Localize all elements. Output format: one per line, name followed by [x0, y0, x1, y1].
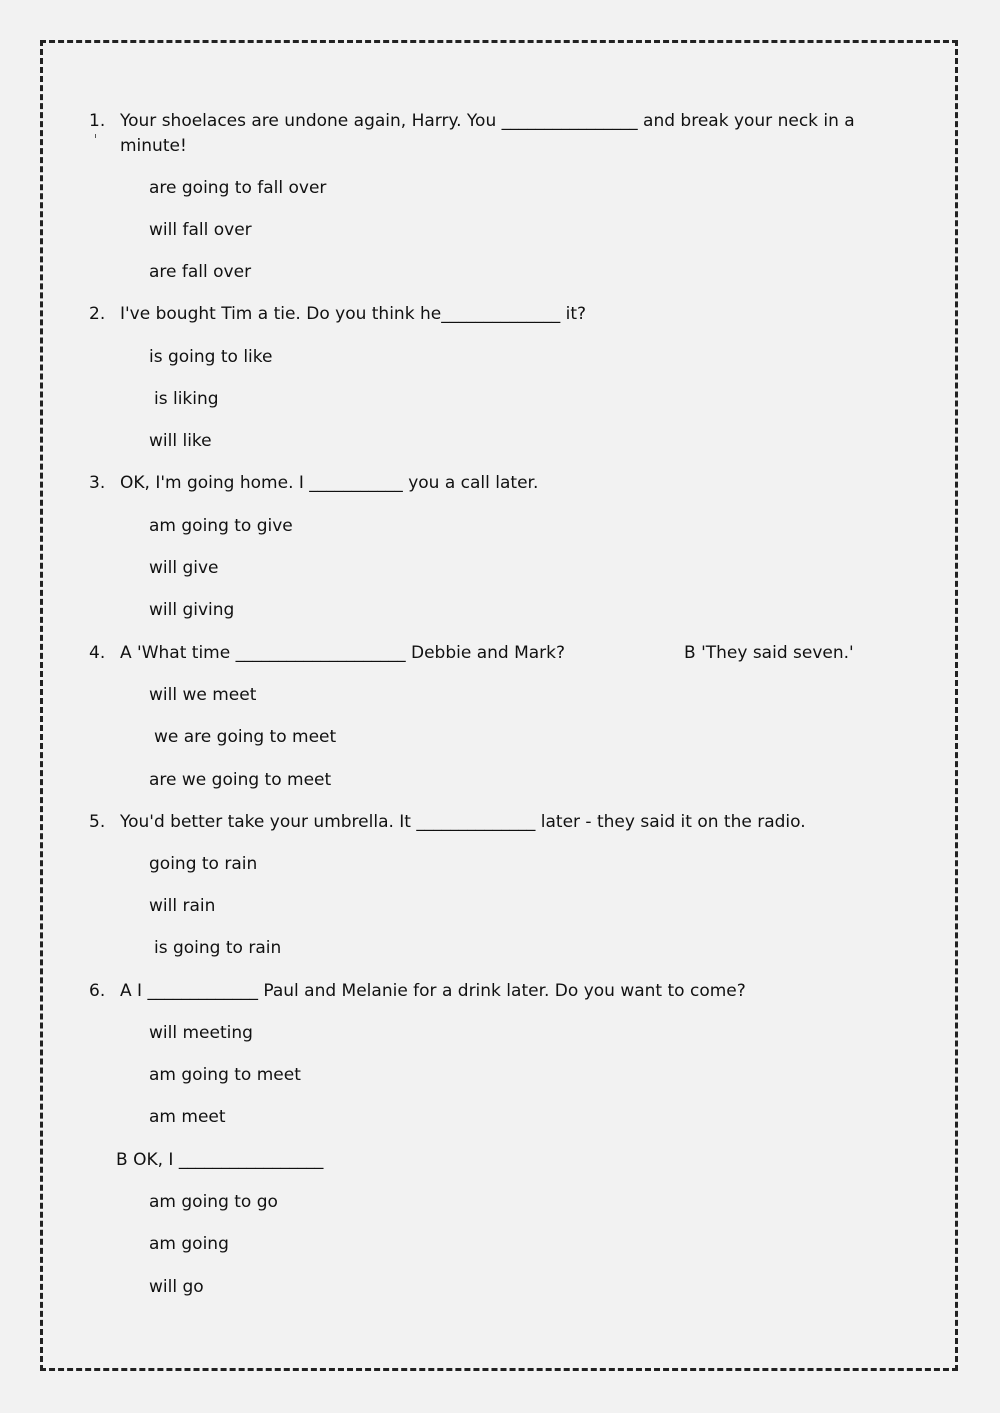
- question-text: You'd better take your umbrella. It ______________ later - they said it on the radio.: [120, 812, 806, 832]
- answer-option[interactable]: will giving: [149, 600, 235, 620]
- question-number: 4.: [89, 643, 106, 663]
- question-number: 5.: [89, 812, 106, 832]
- answer-option[interactable]: will go: [149, 1277, 204, 1297]
- question-text-part-b: B OK, I _________________: [116, 1150, 324, 1170]
- question-text: A I _____________ Paul and Melanie for a drink later. Do you want to come?: [120, 981, 746, 1001]
- answer-option[interactable]: will meeting: [149, 1023, 253, 1043]
- question-text: A 'What time ____________________ Debbie and Mark?: [120, 643, 566, 663]
- answer-option[interactable]: will fall over: [149, 220, 252, 240]
- answer-option[interactable]: is liking: [154, 389, 219, 409]
- answer-option[interactable]: are going to fall over: [149, 178, 327, 198]
- answer-option[interactable]: am going to meet: [149, 1065, 301, 1085]
- answer-option[interactable]: going to rain: [149, 854, 258, 874]
- answer-option[interactable]: am going: [149, 1234, 229, 1254]
- answer-option[interactable]: will we meet: [149, 685, 257, 705]
- answer-option[interactable]: am meet: [149, 1107, 226, 1127]
- question-number: 2.: [89, 304, 106, 324]
- stray-mark: [95, 134, 96, 138]
- question-number: 6.: [89, 981, 106, 1001]
- question-text-continued: minute!: [120, 136, 187, 156]
- answer-option[interactable]: are fall over: [149, 262, 252, 282]
- answer-option[interactable]: will give: [149, 558, 219, 578]
- answer-option[interactable]: will like: [149, 431, 212, 451]
- answer-option[interactable]: is going to like: [149, 347, 273, 367]
- answer-option[interactable]: am going to go: [149, 1192, 278, 1212]
- answer-option[interactable]: will rain: [149, 896, 216, 916]
- question-text: Your shoelaces are undone again, Harry. You ________________ and break your neck in a: [120, 111, 855, 131]
- question-text: OK, I'm going home. I ___________ you a call later.: [120, 473, 539, 493]
- question-text: I've bought Tim a tie. Do you think he______________ it?: [120, 304, 587, 324]
- question-number: 3.: [89, 473, 106, 493]
- speaker-b-reply: B 'They said seven.': [684, 643, 854, 663]
- answer-option[interactable]: am going to give: [149, 516, 293, 536]
- question-number: 1.: [89, 111, 106, 131]
- answer-option[interactable]: is going to rain: [154, 938, 282, 958]
- answer-option[interactable]: we are going to meet: [154, 727, 337, 747]
- answer-option[interactable]: are we going to meet: [149, 770, 332, 790]
